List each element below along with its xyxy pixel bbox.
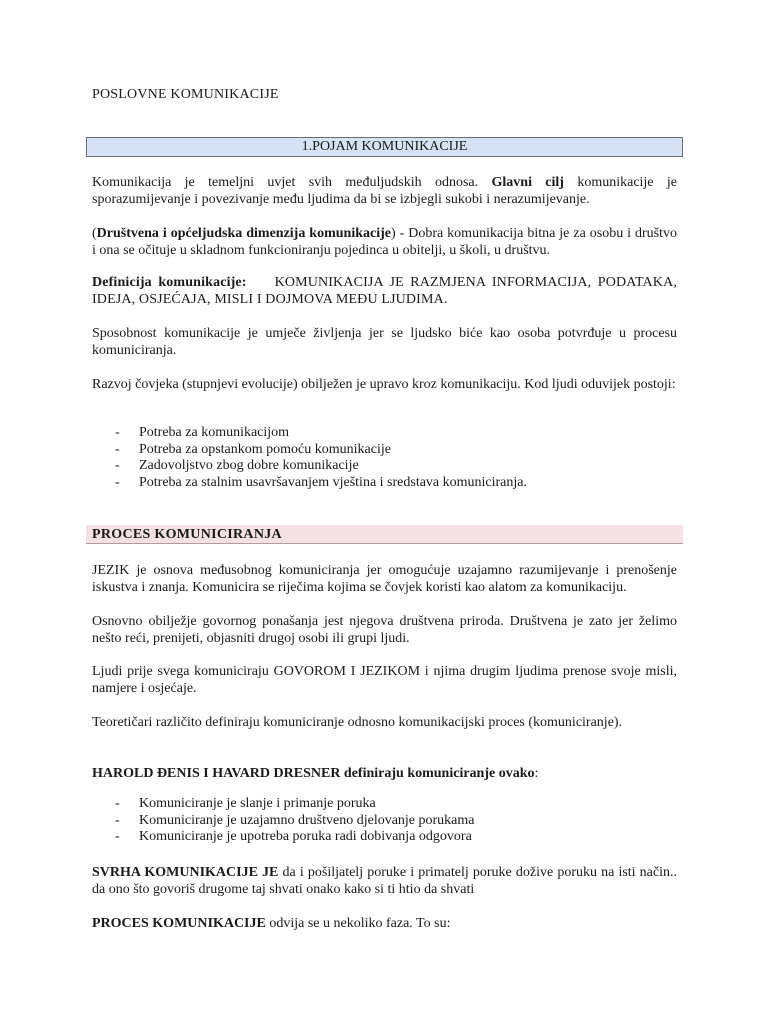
- text-run: ) - Dobra komunikacija bitna je za osobu i društvo i ona se očituje u skladnom funkcioniranju pojedinca u obitelji, u školi, u društvu.: [92, 226, 678, 258]
- text-run: KOMUNIKACIJA JE RAZMJENA INFORMACIJA, PODATAKA, IDEJA, OSJEĆAJA, MISLI I DOJMOVA MEĐU LJUDIMA.: [92, 275, 677, 307]
- list-item: - Komuniciranje je uzajamno društveno djelovanje porukama: [92, 813, 677, 830]
- text-run: Komunikacija je temeljni uvjet svih međuljudskih odnosa.: [92, 175, 492, 190]
- list-item: - Komuniciranje je upotreba poruka radi dobivanja odgovora: [92, 829, 677, 846]
- bold-text: Društvena i općeljudska dimenzija komunikacije: [96, 226, 391, 241]
- paragraph-govorno-ponasanje: Osnovno obilježje govornog ponašanja jest njegova društvena priroda. Društvena je zato jer želimo nešto reći, prenijeti, objasniti drugoj osobi ili grupi ljudi.: [92, 614, 677, 646]
- text-run: :: [534, 766, 539, 781]
- paragraph-sposobnost: Sposobnost komunikacije je umječe življenja jer se ljudsko biće kao osoba potvrđuje u procesu komuniciranja.: [92, 326, 677, 358]
- definitions-list: [92, 796, 677, 846]
- paragraph-jezik: JEZIK je osnova međusobnog komuniciranja jer omogućuje uzajamno razumijevanje i prenošenje iskustva i znanja. Komunicira se riječima kojima se čovjek koristi kao alatom za komunikaciju.: [92, 563, 677, 595]
- list-item: - Zadovoljstvo zbog dobre komunikacije: [92, 458, 677, 475]
- text-run: odvija se u nekoliko faza. To su:: [265, 916, 451, 931]
- paragraph-drustvena-dimenzija: [92, 225, 677, 259]
- list-item: - Komuniciranje je slanje i primanje poruka: [92, 796, 677, 813]
- paragraph-teoreticari: Teoretičari različito definiraju komuniciranje odnosno komunikacijski proces (komuniciranje).: [92, 715, 623, 730]
- bold-text: PROCES KOMUNIKACIJE: [92, 916, 266, 931]
- bold-text: SVRHA KOMUNIKACIJE JE: [92, 865, 279, 880]
- list-item: - Potreba za opstankom pomoću komunikacije: [92, 442, 677, 459]
- paragraph-komunikacija: [92, 174, 677, 208]
- paragraph-govorom-jezikom: Ljudi prije svega komuniciraju GOVOROM I JEZIKOM i njima drugim ljudima prenose svoje misli, namjere i osjećaje.: [92, 664, 677, 696]
- bold-text: Glavni cilj: [491, 175, 564, 190]
- bold-text: HAROLD ĐENIS I HAVARD DRESNER definiraju komuniciranje ovako: [92, 766, 535, 781]
- section-heading-proces: PROCES KOMUNICIRANJA: [86, 525, 683, 544]
- paragraph-harold-denis: [92, 765, 677, 782]
- paragraph-proces-komunikacije: [92, 915, 677, 932]
- bold-text: Definicija komunikacije:: [92, 275, 247, 290]
- needs-list: [92, 425, 677, 491]
- document-title: POSLOVNE KOMUNIKACIJE: [92, 87, 279, 102]
- paragraph-razvoj-covjeka: Razvoj čovjeka (stupnjevi evolucije) obilježen je upravo kroz komunikaciju. Kod ljudi oduvijek postoji:: [92, 377, 676, 392]
- list-item: - Potreba za stalnim usavršavanjem vještina i sredstava komuniciranja.: [92, 475, 677, 492]
- section-heading-pojam: 1.POJAM KOMUNIKACIJE: [86, 137, 683, 157]
- list-item: - Potreba za komunikacijom: [92, 425, 677, 442]
- paragraph-definicija: [92, 274, 677, 308]
- text-run: da i pošiljatelj poruke i primatelj poruke dožive poruku na isti način.. da ono što govoriš drugome taj shvati onako kako si ti htio da shvati: [92, 865, 678, 897]
- paragraph-svrha-komunikacije: [92, 864, 677, 898]
- text-run: (: [92, 226, 97, 241]
- text-run: komunikacije je sporazumijevanje i povezivanje među ljudima da bi se izbjegli sukobi i nerazumijevanje.: [92, 175, 677, 207]
